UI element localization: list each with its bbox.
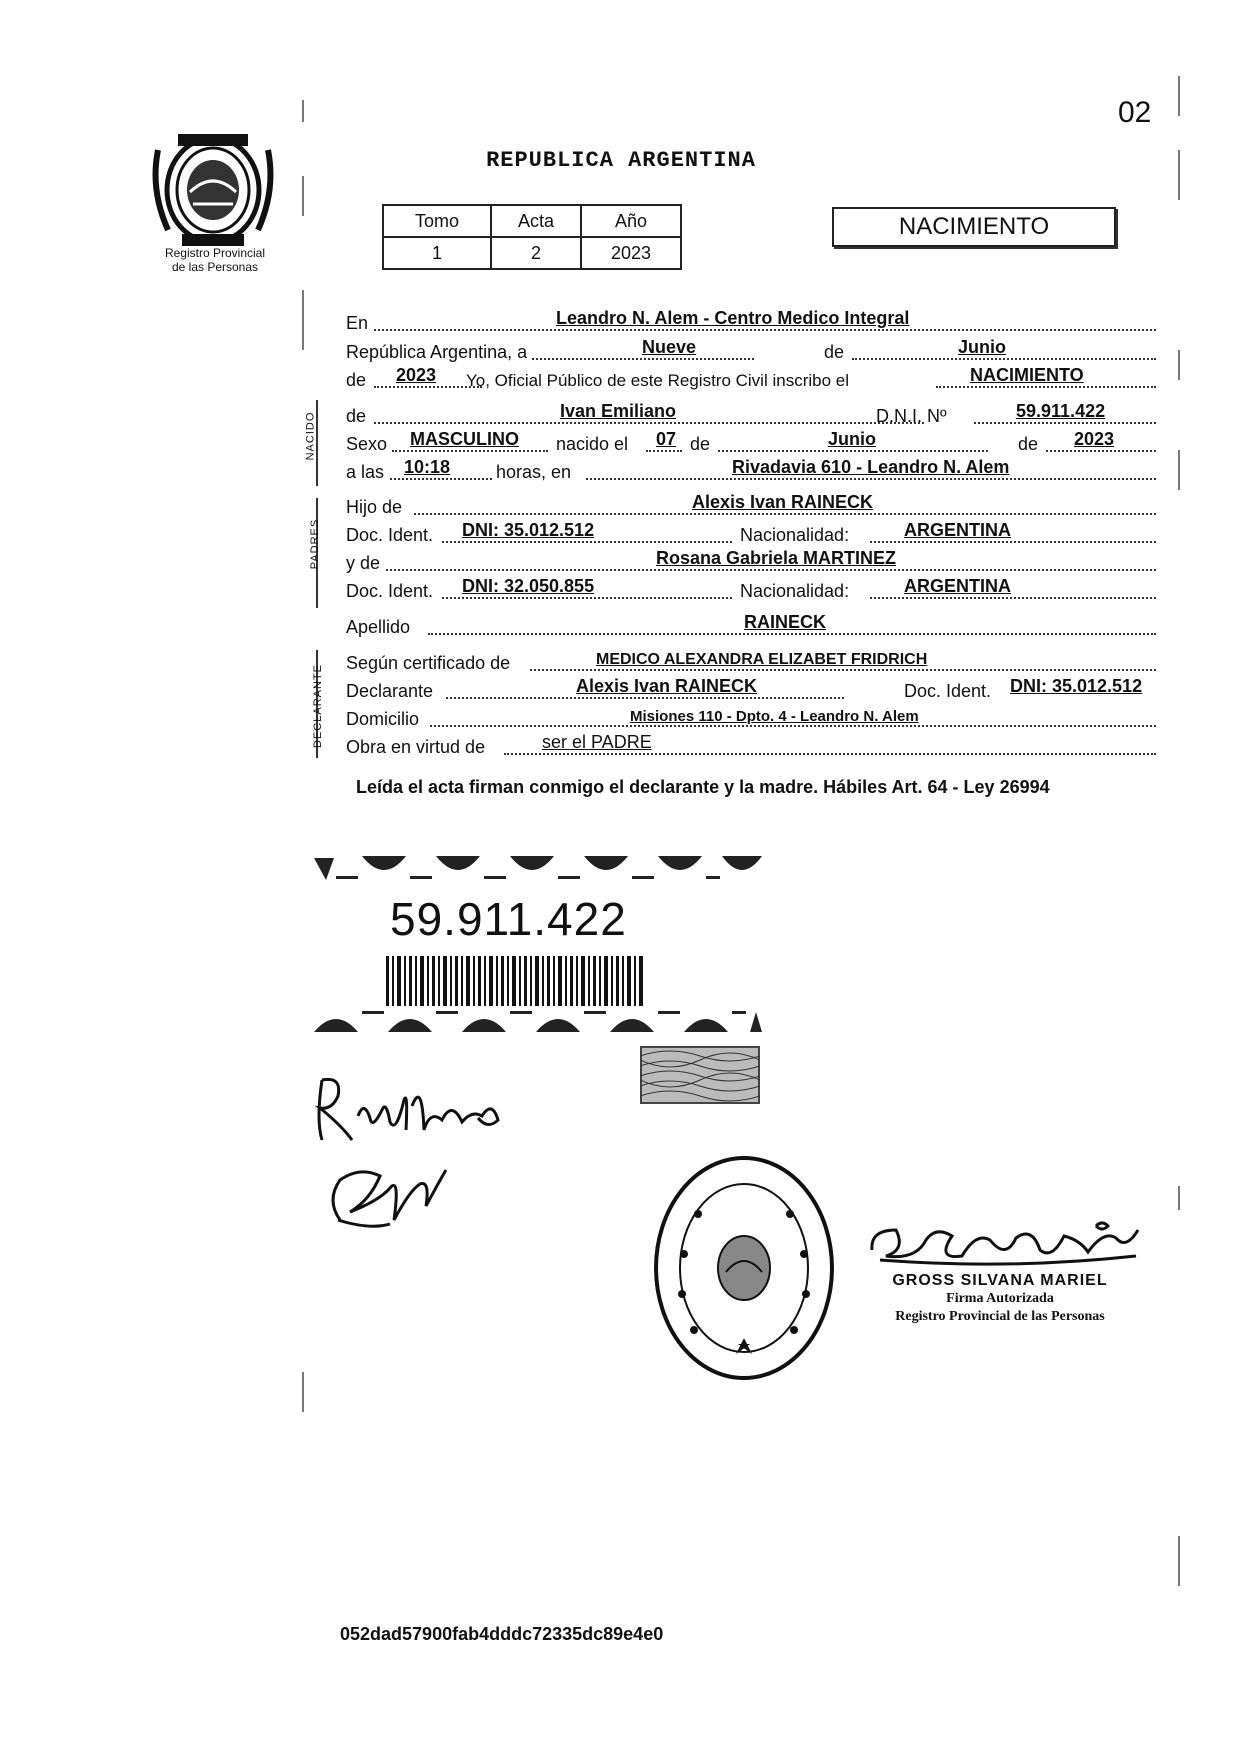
segun-label: Según certificado de — [346, 653, 511, 673]
row-capacity — [346, 732, 1156, 760]
mother-nationality: ARGENTINA — [904, 576, 1011, 596]
father-doc-label: Doc. Ident. — [346, 525, 434, 545]
logo-caption — [140, 246, 290, 274]
registration-day: Nueve — [642, 337, 697, 357]
guilloche-stamp — [640, 1046, 760, 1104]
row-sex-birth — [346, 429, 1156, 457]
page-number: 02 — [1118, 96, 1152, 129]
section-label-padres: PADRES — [309, 518, 322, 570]
register-table — [382, 204, 682, 270]
father-name: Alexis Ivan RAINECK — [692, 492, 874, 512]
horas-label: horas, en — [496, 462, 572, 482]
registration-place: Leandro N. Alem - Centro Medico Integral — [556, 308, 910, 328]
declarant-capacity: ser el PADRE — [542, 732, 652, 752]
signer-name: GROSS SILVANA MARIEL — [892, 1272, 1108, 1289]
section-label-declarante: DECLARANTE — [311, 664, 324, 748]
anio-value: 2023 — [581, 237, 681, 269]
logo-caption-line2: de las Personas — [171, 260, 259, 274]
registry-seal — [652, 1154, 836, 1382]
row-child-name — [346, 401, 1156, 429]
de2-label: de — [346, 370, 367, 390]
mother-doc-label: Doc. Ident. — [346, 581, 434, 601]
obra-label: Obra en virtud de — [346, 737, 486, 757]
row-address — [346, 704, 1156, 732]
registration-month: Junio — [958, 337, 1006, 357]
birth-time: 10:18 — [404, 457, 451, 477]
republica-label: República Argentina, a — [346, 342, 528, 362]
father-nat-label: Nacionalidad: — [740, 525, 850, 545]
closing-statement: Leída el acta firman conmigo el declarante y la madre. Hábiles Art. 64 - Ley 26994 — [356, 777, 1050, 797]
security-pattern-top — [314, 854, 764, 884]
inscription-type: NACIMIENTO — [970, 365, 1084, 385]
document-hash: 052dad57900fab4dddc72335dc89e4e0 — [340, 1624, 664, 1644]
mother-doc: DNI: 32.050.855 — [462, 576, 595, 596]
signer-title: Firma Autorizada — [946, 1291, 1054, 1306]
apellido-label: Apellido — [346, 617, 411, 637]
row-birth-time — [346, 457, 1156, 485]
child-de-label: de — [346, 406, 367, 426]
tomo-value: 1 — [383, 237, 491, 269]
row-mother-doc — [346, 576, 1156, 604]
authorized-signer — [870, 1272, 1130, 1326]
officer-statement: Yo, Oficial Público de este Registro Civil inscribo el — [466, 371, 849, 390]
row-place — [346, 308, 1156, 336]
hijo-de-label: Hijo de — [346, 497, 403, 517]
register-values-row — [383, 237, 681, 269]
security-pattern-bottom — [314, 1006, 764, 1036]
child-name: Ivan Emiliano — [560, 401, 677, 421]
surname: RAINECK — [744, 612, 827, 632]
de-label: de — [824, 342, 845, 362]
declarant-name: Alexis Ivan RAINECK — [576, 676, 758, 696]
row-father — [346, 492, 1156, 520]
a-las-label: a las — [346, 462, 385, 482]
en-label: En — [346, 313, 369, 333]
father-nationality: ARGENTINA — [904, 520, 1011, 540]
mother-nat-label: Nacionalidad: — [740, 581, 850, 601]
child-dni: 59.911.422 — [1016, 401, 1106, 421]
domicilio-label: Domicilio — [346, 709, 420, 729]
record-type-box: NACIMIENTO — [832, 207, 1116, 247]
anio-label: Año — [581, 205, 681, 237]
row-date — [346, 337, 1156, 365]
declarant-doc-label: Doc. Ident. — [904, 681, 992, 701]
dni-label: D.N.I. Nº — [876, 406, 947, 426]
declarant-signature — [312, 1070, 508, 1150]
acta-value: 2 — [491, 237, 581, 269]
row-mother — [346, 548, 1156, 576]
tomo-label: Tomo — [383, 205, 491, 237]
sexo-label: Sexo — [346, 434, 388, 454]
row-surname — [346, 612, 1156, 640]
declarant-doc: DNI: 35.012.512 — [1010, 676, 1143, 696]
birth-de2-label: de — [1018, 434, 1039, 454]
birth-de-label: de — [690, 434, 711, 454]
certificate-issuer: MEDICO ALEXANDRA ELIZABET FRIDRICH — [596, 651, 928, 668]
signer-office: Registro Provincial de las Personas — [895, 1309, 1105, 1324]
nacido-label: nacido el — [556, 434, 629, 454]
birth-month: Junio — [828, 429, 876, 449]
row-declarant — [346, 676, 1156, 704]
dni-number-large: 59.911.422 — [390, 893, 627, 945]
declarant-address: Misiones 110 - Dpto. 4 - Leandro N. Alem — [630, 708, 919, 725]
birth-year: 2023 — [1074, 429, 1115, 449]
acta-label: Acta — [491, 205, 581, 237]
logo-caption-line1: Registro Provincial — [164, 246, 266, 260]
declarante-label: Declarante — [346, 681, 434, 701]
birth-place: Rivadavia 610 - Leandro N. Alem — [732, 457, 1010, 477]
country-heading: REPUBLICA ARGENTINA — [486, 148, 756, 173]
row-certificate — [346, 648, 1156, 676]
registration-year: 2023 — [396, 365, 437, 385]
row-year — [346, 365, 1156, 393]
row-father-doc — [346, 520, 1156, 548]
y-de-label: y de — [346, 553, 381, 573]
mother-signature — [320, 1160, 450, 1240]
child-sex: MASCULINO — [410, 429, 519, 449]
barcode — [386, 956, 646, 1006]
register-header-row — [383, 205, 681, 237]
father-doc: DNI: 35.012.512 — [462, 520, 595, 540]
birth-day: 07 — [656, 429, 677, 449]
section-label-nacido: NACIDO — [304, 411, 317, 461]
mother-name: Rosana Gabriela MARTINEZ — [656, 548, 897, 568]
authorized-signature — [866, 1220, 1148, 1276]
